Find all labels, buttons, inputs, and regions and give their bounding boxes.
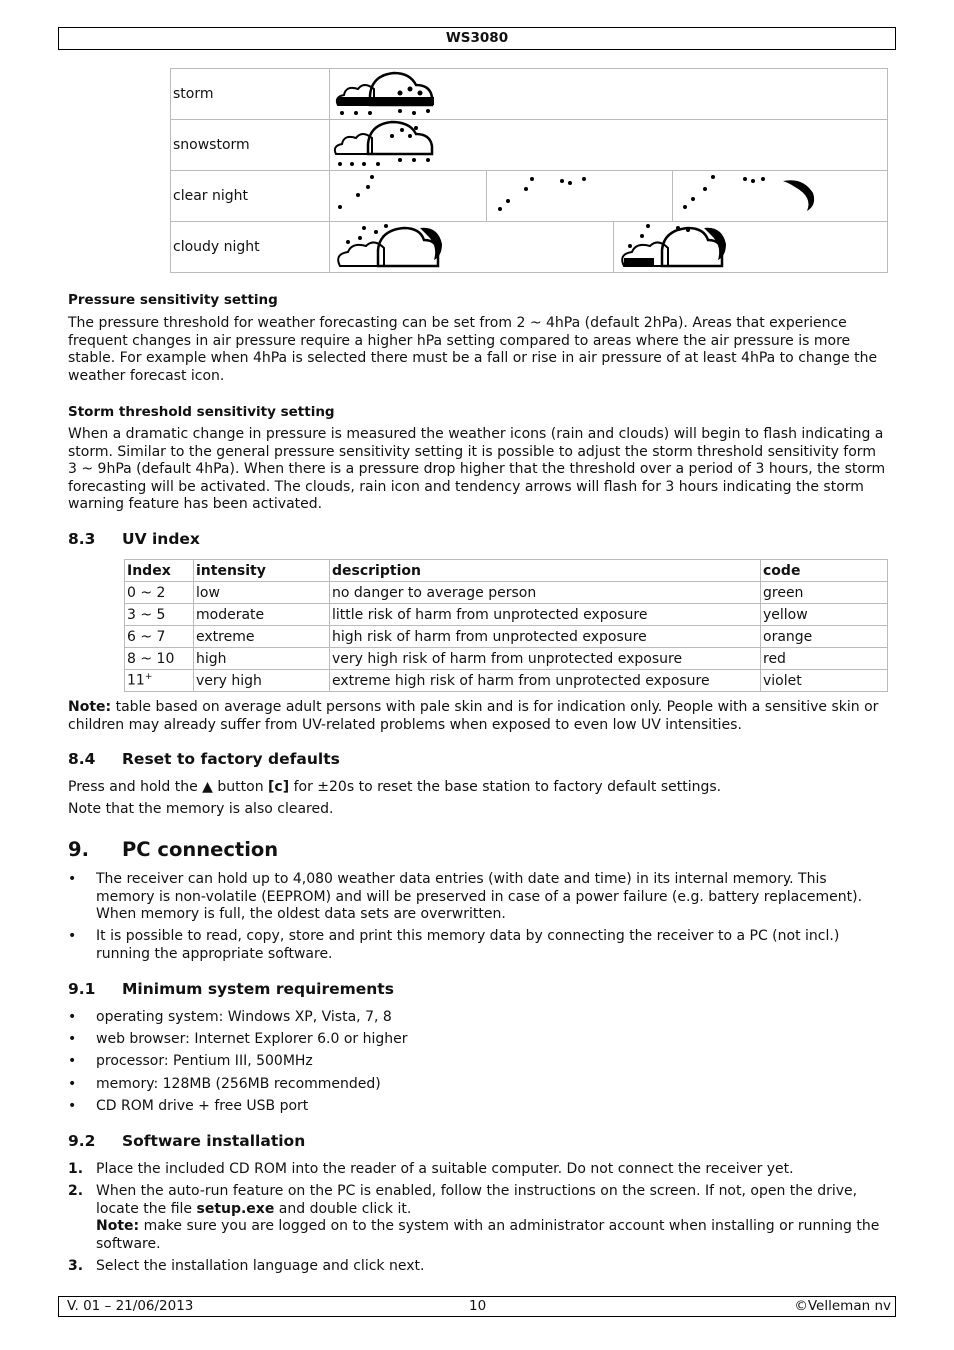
step-number: 2. (68, 1183, 84, 1199)
moon-icon (675, 171, 825, 221)
table-cell: little risk of harm from unprotected exposure (330, 604, 761, 626)
table-cell: yellow (761, 604, 888, 626)
section-number: 9.2 (68, 1132, 96, 1150)
bullet: • (68, 1053, 77, 1069)
table-cell: 6 ~ 7 (125, 626, 194, 648)
pressure-heading: Pressure sensitivity setting (68, 292, 278, 308)
text-segment: When the auto-run feature on the PC is enabled, follow the instructions on the screen. If not, open the drive, locate the file (96, 1183, 858, 1217)
text-segment: and double click it. (274, 1200, 412, 1217)
section-number: 8.4 (68, 750, 96, 768)
cloudy-night-icon-1 (334, 222, 444, 272)
row-label: cloudy night (171, 222, 330, 273)
list-item-text: The receiver can hold up to 4,080 weather data entries (with date and time) in its internal memory. This memory is non-volatile (EEPROM) and will be preserved in case of a power failure (e.g. battery replacement). When memory is full, the oldest data sets are overwritten. (96, 871, 863, 922)
sysreq-section-heading (68, 980, 394, 998)
table-cell: green (761, 582, 888, 604)
section-title: Reset to factory defaults (122, 750, 340, 768)
table-row (171, 120, 888, 171)
column-header: code (761, 560, 888, 582)
table-cell: moderate (194, 604, 330, 626)
list-item-text: It is possible to read, copy, store and print this memory data by connecting the receiver to a PC (not incl.) running the appropriate software. (96, 928, 840, 962)
table-cell: no danger to average person (330, 582, 761, 604)
section-title: Minimum system requirements (122, 980, 394, 998)
uv-note (68, 699, 886, 734)
table-cell: extreme (194, 626, 330, 648)
pc-connection-heading (68, 838, 278, 861)
table-cell: high risk of harm from unprotected exposure (330, 626, 761, 648)
table-cell (125, 670, 194, 692)
section-number: 9. (68, 838, 89, 861)
table-cell: very high (194, 670, 330, 692)
column-header: Index (125, 560, 194, 582)
bullet: • (68, 1031, 77, 1047)
section-number: 9.1 (68, 980, 96, 998)
note-label: Note: (68, 699, 112, 715)
table-cell: low (194, 582, 330, 604)
weather-icon-table (170, 68, 888, 273)
table-row (125, 604, 888, 626)
list-item-text: memory: 128MB (256MB recommended) (96, 1076, 381, 1092)
table-cell: orange (761, 626, 888, 648)
table-row (171, 69, 888, 120)
footer-version: V. 01 – 21/06/2013 (67, 1298, 194, 1314)
section-title: Software installation (122, 1132, 306, 1150)
list-item-text (96, 1183, 886, 1253)
reset-section-heading (68, 750, 340, 768)
note-text: table based on average adult persons with pale skin and is for indication only. People with a sensitive skin or children may already suffer from UV-related problems when exposed to even low UV intensities. (68, 699, 879, 733)
table-row (125, 648, 888, 670)
table-cell: high (194, 648, 330, 670)
page-header (58, 27, 896, 50)
reset-line-2: Note that the memory is also cleared. (68, 801, 334, 817)
file-name: setup.exe (196, 1200, 275, 1217)
bullet: • (68, 1076, 77, 1092)
table-cell: 3 ~ 5 (125, 604, 194, 626)
snowstorm-icon (330, 120, 440, 170)
snowstorm-icon-cell (330, 120, 888, 171)
superscript-plus: + (144, 672, 153, 683)
storm-icon-cell (330, 69, 888, 120)
footer-page-number: 10 (469, 1298, 487, 1314)
row-label: storm (171, 69, 330, 120)
bullet: • (68, 1098, 77, 1114)
cloudy-night-icon-cell (330, 222, 888, 273)
storm-threshold-heading: Storm threshold sensitivity setting (68, 404, 335, 420)
storm-threshold-text: When a dramatic change in pressure is measured the weather icons (rain and clouds) will begin to flash indicating a storm. Similar to the general pressure sensitivity setting it is possible to adjust the storm threshold sensitivity form 3 ~ 9hPa (default 4hPa). When there is a pressure drop higher that the threshold over a period of 3 hours, the storm forecasting will be activated. The clouds, rain icon and tendency arrows will flash for 3 hours indicating the storm warning feature has been activated. (68, 426, 886, 512)
table-row (125, 670, 888, 692)
pressure-text: The pressure threshold for weather forecasting can be set from 2 ~ 4hPa (default 2hPa). Areas that experience frequent changes in air pressure require a higher hPa setting compared to areas where the air pressure is more stable. For example when 4hPa is selected there must be a fall or rise in air pressure of at least 4hPa to change the weather forecast icon. (68, 315, 878, 384)
table-cell: violet (761, 670, 888, 692)
list-item-text: processor: Pentium III, 500MHz (96, 1053, 313, 1069)
cloudy-night-icon-2 (618, 222, 728, 272)
table-cell: red (761, 648, 888, 670)
install-section-heading (68, 1132, 305, 1150)
step-number: 1. (68, 1161, 84, 1177)
note-label: Note: (96, 1218, 140, 1234)
button-reference: [c] (268, 779, 290, 795)
text-segment: for ±20s to reset the base station to factory default settings. (289, 779, 722, 795)
index-value: 11 (127, 672, 145, 689)
uv-section-heading (68, 530, 200, 548)
table-cell: 8 ~ 10 (125, 648, 194, 670)
header-title: WS3080 (445, 30, 509, 46)
reset-line-1 (68, 779, 886, 797)
clear-night-icon-cell (330, 171, 888, 222)
column-header: description (330, 560, 761, 582)
page-footer (58, 1296, 896, 1317)
bullet: • (68, 871, 77, 887)
row-label: snowstorm (171, 120, 330, 171)
section-title: UV index (122, 530, 200, 548)
table-cell: extreme high risk of harm from unprotected exposure (330, 670, 761, 692)
section-title: PC connection (122, 838, 279, 861)
row-label: clear night (171, 171, 330, 222)
list-item-text: Select the installation language and click next. (96, 1258, 425, 1274)
list-item-text: web browser: Internet Explorer 6.0 or higher (96, 1031, 408, 1047)
list-item-text: Place the included CD ROM into the reader of a suitable computer. Do not connect the receiver yet. (96, 1161, 794, 1177)
table-row (171, 171, 888, 222)
table-row (171, 222, 888, 273)
table-header-row (125, 560, 888, 582)
table-cell: 0 ~ 2 (125, 582, 194, 604)
storm-icon (330, 69, 440, 119)
section-number: 8.3 (68, 530, 96, 548)
clear-night-icon-1 (330, 171, 390, 221)
list-item-text: CD ROM drive + free USB port (96, 1098, 309, 1114)
column-header: intensity (194, 560, 330, 582)
bullet: • (68, 1009, 77, 1025)
table-row (125, 582, 888, 604)
note-text: make sure you are logged on to the system with an administrator account when installing or running the software. (96, 1218, 880, 1252)
clear-night-icon-2 (490, 171, 600, 221)
table-cell: very high risk of harm from unprotected exposure (330, 648, 761, 670)
bullet: • (68, 928, 77, 944)
list-item-text: operating system: Windows XP, Vista, 7, 8 (96, 1009, 392, 1025)
text-segment: Press and hold the ▲ button (68, 779, 269, 795)
footer-copyright: ©Velleman nv (794, 1298, 891, 1314)
table-row (125, 626, 888, 648)
uv-index-table (124, 559, 888, 692)
step-number: 3. (68, 1258, 84, 1274)
